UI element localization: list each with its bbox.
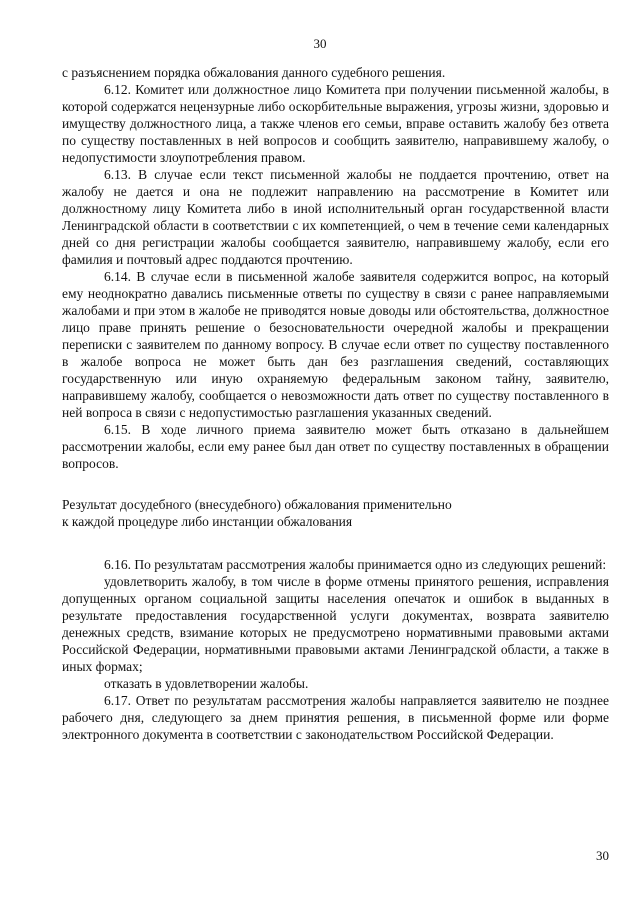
paragraph-6-14: 6.14. В случае если в письменной жалобе заявителя содержится вопрос, на который ему неоднократно давались письменные ответы по существу в связи с ранее направляемыми жалобами и при этом в жалобе не приводятся новые доводы или обстоятельства, должностное лицо праве принять решение о безосновательности очередной жалобы и прекращении переписки с заявителем по данному вопросу. В случае если ответ по существу поставленного в жалобе вопроса не может быть дан без разглашения сведений, составляющих государственную или иную охраняемую федеральным законом тайну, заявителю, направившему жалобу, сообщается о невозможности дать ответ по существу поставленного в ней вопроса в связи с недопустимостью разглашения указанных сведений. (62, 269, 609, 420)
page-number-top: 30 (313, 36, 327, 51)
section-heading-line-2: к каждой процедуре либо инстанции обжалования (62, 514, 353, 529)
paragraph-6-12: 6.12. Комитет или должностное лицо Комитета при получении письменной жалобы, в которой содержатся нецензурные либо оскорбительные выражения, угрозы жизни, здоровью и имуществу должностного лица, а также членов его семьи, вправе оставить жалобу без ответа по существу поставленных в ней вопросов и сообщить заявителю, направившему жалобу, о недопустимости злоупотребления правом. (62, 82, 609, 165)
section-heading (62, 496, 609, 530)
document-body (62, 64, 609, 743)
paragraph-decision-satisfy: удовлетворить жалобу, в том числе в форме отмены принятого решения, исправления допущенных органом социальной защиты населения опечаток и ошибок в выданных в результате предоставления государственной услуги документах, возврата заявителю денежных средств, взимание которых не предусмотрено нормативными правовыми актами Российской Федерации, нормативными правовыми актами Ленинградской области, а также в иных формах; (62, 574, 609, 674)
paragraph-6-16: 6.16. По результатам рассмотрения жалобы принимается одно из следующих решений: (104, 557, 607, 572)
paragraph-continuation: с разъяснением порядка обжалования данного судебного решения. (62, 65, 446, 80)
section-heading-line-1: Результат досудебного (внесудебного) обжалования применительно (62, 497, 452, 512)
paragraph-6-17: 6.17. Ответ по результатам рассмотрения жалобы направляется заявителю не позднее рабочего дня, следующего за днем принятия решения, в письменной форме или форме электронного документа в соответствии с законодательством Российской Федерации. (62, 693, 609, 742)
paragraph-6-15: 6.15. В ходе личного приема заявителю может быть отказано в дальнейшем рассмотрении жалобы, если ему ранее был дан ответ по существу поставленных в обращении вопросов. (62, 422, 609, 471)
paragraph-6-13: 6.13. В случае если текст письменной жалобы не поддается прочтению, ответ на жалобу не дается и она не подлежит направлению на рассмотрение в Комитет или должностному лицу Комитета либо в иной исполнительный орган государственной власти Ленинградской области в соответствии с их компетенцией, о чем в течение семи календарных дней со дня регистрации жалобы сообщается заявителю, направившему жалобу, если его фамилия и почтовый адрес поддаются прочтению. (62, 167, 609, 267)
page-number-bottom: 30 (596, 848, 609, 863)
paragraph-decision-refuse: отказать в удовлетворении жалобы. (104, 676, 309, 691)
